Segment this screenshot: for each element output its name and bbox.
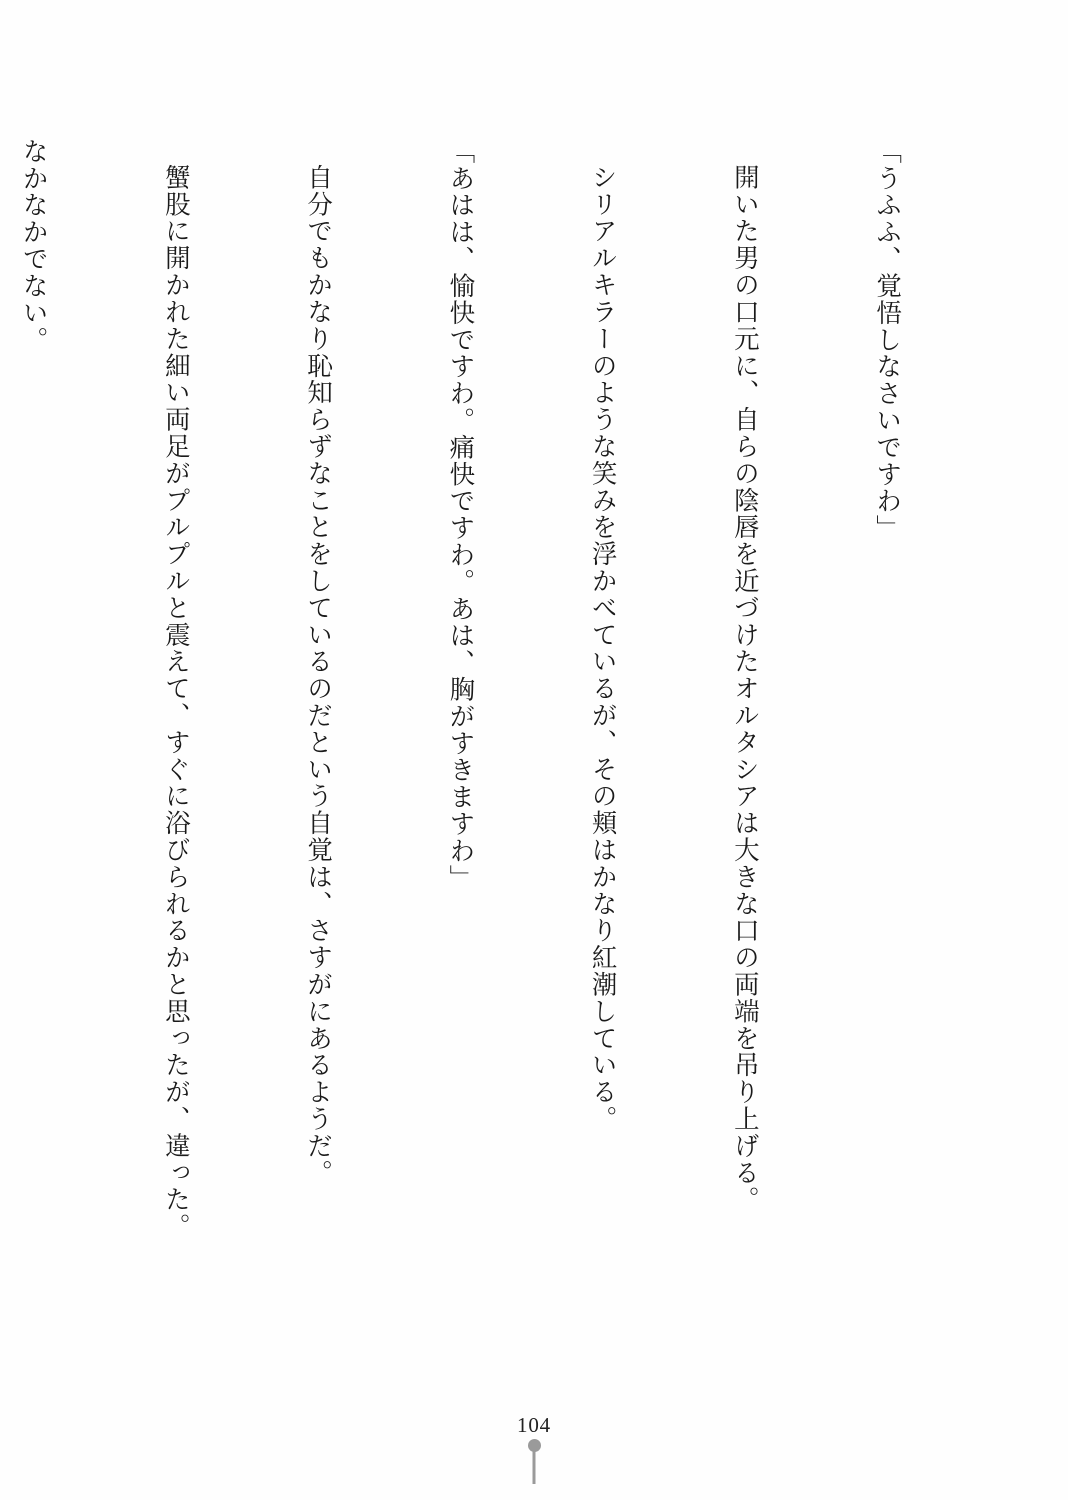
footer-ornament-icon	[533, 1448, 536, 1484]
paragraph: 自分でもかなり恥知らずなことをしているのだという自覚は、さすがにあるようだ。	[304, 163, 334, 1186]
paragraph: 「うふふ、覚悟しなさいですわ」	[873, 138, 903, 542]
paragraph: シリアルキラーのような笑みを浮かべているが、その頬はかなり紅潮している。	[588, 163, 618, 1132]
paragraph: 開いた男の口元に、自らの陰唇を近づけたオルタシアは大きな口の両端を吊り上げる。	[730, 163, 760, 1213]
paragraph: なかなかでない。	[19, 138, 49, 354]
paragraph: 「あはは、愉快ですわ。痛快ですわ。あは、胸がすきますわ」	[446, 138, 476, 892]
paragraph: 蟹股に開かれた細い両足がプルプルと震えて、すぐに浴びられるかと思ったが、違った。	[161, 163, 191, 1240]
body-text-vertical	[19, 138, 1006, 1370]
page-number: 104	[516, 1413, 552, 1437]
